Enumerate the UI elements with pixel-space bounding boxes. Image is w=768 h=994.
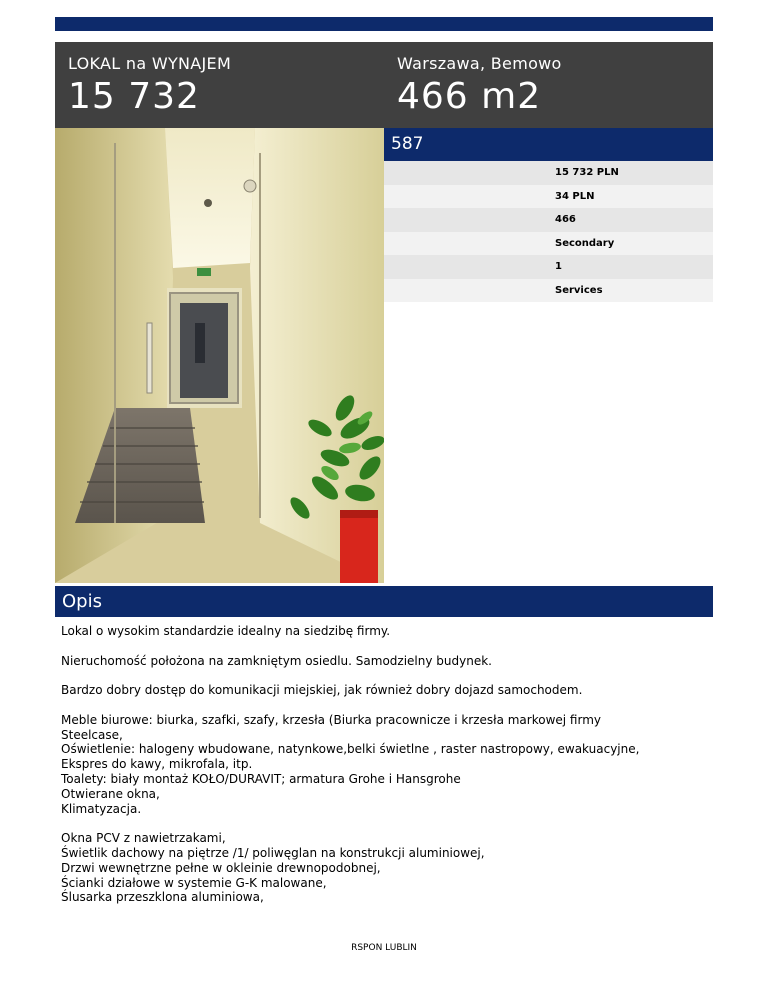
description-line: Drzwi wewnętrzne pełne w okleinie drewnopodobnej, [61, 860, 381, 875]
description-line: Oświetlenie: halogeny wbudowane, natynkowe,belki świetlne , raster nastropowy, ewakuacyjne, [61, 742, 640, 757]
param-row [384, 208, 713, 232]
header-right [397, 54, 562, 118]
offer-header [55, 42, 713, 128]
param-row [384, 279, 713, 303]
offer-id-bar [384, 128, 713, 161]
description-line: Steelcase, [61, 727, 123, 742]
description-line: Okna PCV z nawietrzakami, [61, 831, 226, 846]
description-paragraph [61, 713, 711, 817]
param-value: Services [555, 284, 603, 296]
property-photo [55, 128, 384, 583]
description-paragraph [61, 683, 711, 698]
description-line: Ślusarka przeszklona aluminiowa, [61, 890, 264, 905]
footer-agency: RSPON LUBLIN [351, 943, 417, 953]
description-line: Toalety: biały montaż KOŁO/DURAVIT; armatura Grohe i Hansgrohe [61, 771, 461, 786]
param-value: Secondary [555, 237, 615, 249]
offer-location: Warszawa, Bemowo [397, 54, 562, 73]
description-line: Klimatyzacja. [61, 801, 142, 816]
description-line: Otwierane okna, [61, 786, 160, 801]
param-value: 34 PLN [555, 190, 595, 202]
param-row [384, 161, 713, 185]
offer-area: 466 m2 [397, 76, 542, 117]
param-row [384, 185, 713, 209]
description-title: Opis [62, 591, 102, 612]
description-line: Meble biurowe: biurka, szafki, szafy, krzesła (Biurka pracownicze i krzesła markowej firmy [61, 712, 601, 727]
description-heading-bar [55, 586, 713, 617]
offer-id: 587 [391, 134, 424, 154]
param-value: 466 [555, 214, 576, 225]
description-line: Świetlik dachowy na piętrze /1/ poliwęglan na konstrukcji aluminiowej, [61, 845, 485, 860]
description-paragraph [61, 624, 711, 639]
header-left [68, 54, 231, 118]
description-paragraph [61, 654, 711, 669]
param-value: 15 732 PLN [555, 167, 619, 178]
param-value: 1 [555, 261, 562, 272]
description-body [61, 624, 711, 920]
param-row [384, 232, 713, 256]
offer-price: 15 732 [68, 76, 200, 117]
description-paragraph [61, 831, 711, 905]
top-accent-bar [55, 17, 713, 31]
description-line: Bardzo dobry dostęp do komunikacji miejskiej, jak również dobry dojazd samochodem. [61, 683, 583, 698]
description-line: Nieruchomość położona na zamkniętym osiedlu. Samodzielny budynek. [61, 653, 492, 668]
params-table [384, 161, 713, 302]
description-line: Ścianki działowe w systemie G-K malowane, [61, 875, 327, 890]
offer-type: LOKAL na WYNAJEM [68, 54, 232, 73]
description-line: Ekspres do kawy, mikrofala, itp. [61, 757, 253, 772]
param-row [384, 255, 713, 279]
description-line: Lokal o wysokim standardzie idealny na siedzibę firmy. [61, 624, 391, 638]
